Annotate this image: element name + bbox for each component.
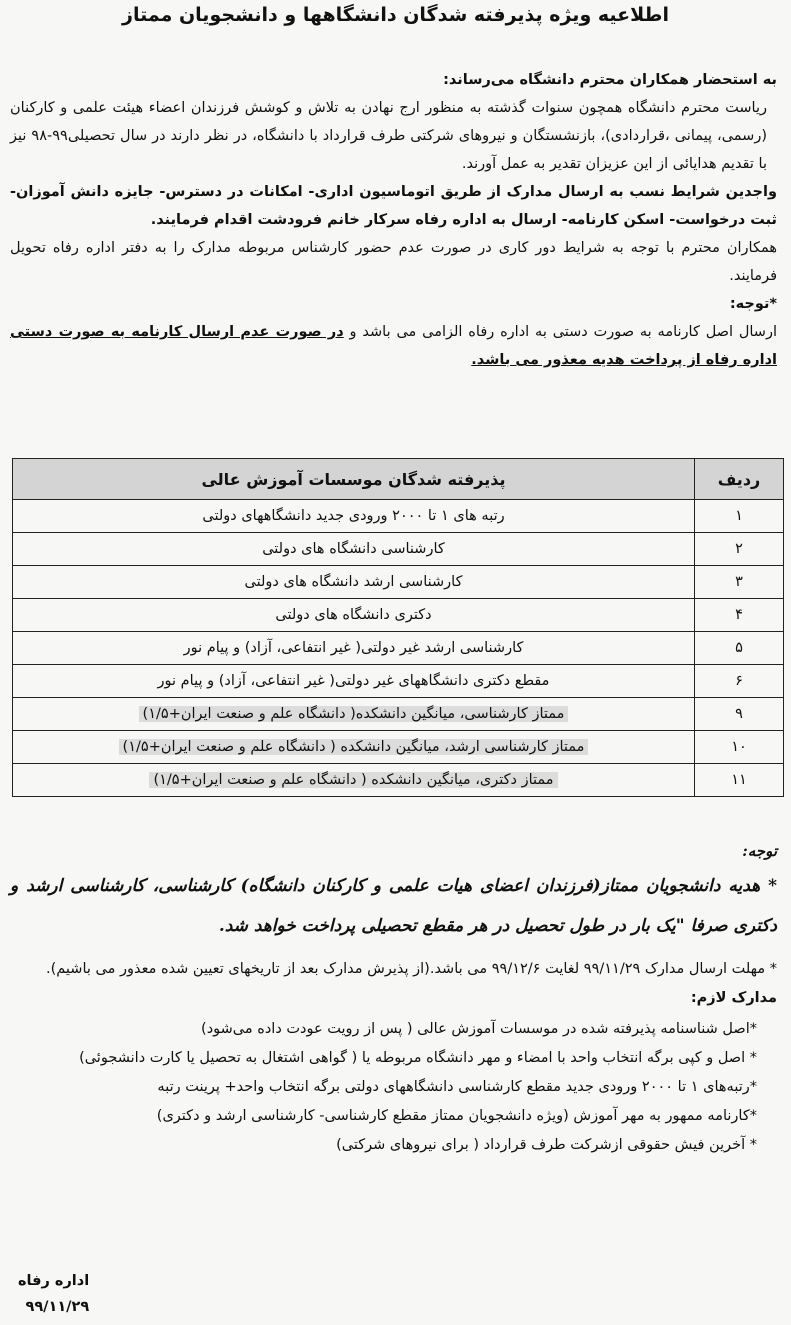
row-number: ۳: [695, 566, 784, 599]
row-description: مقطع دکتری دانشگاههای غیر دولتی( غیر انتفاعی، آزاد) و پیام نور: [157, 673, 550, 689]
row-number: ۱۱: [695, 764, 784, 797]
announcement-body: [10, 66, 777, 374]
header-description: پذیرفته شدگان موسسات آموزش عالی: [13, 459, 695, 500]
row-description: ممتاز دکتری، میانگین دانشکده ( دانشگاه علم و صنعت ایران+۱/۵): [149, 772, 557, 788]
table-row: [13, 665, 784, 698]
document-item: *کارنامه ممهور به مهر آموزش (ویژه دانشجویان ممتاز مقطع کارشناسی- کارشناسی ارشد و دکتری): [156, 1108, 757, 1124]
row-number: ۱: [695, 500, 784, 533]
row-number: ۶: [695, 665, 784, 698]
row-description: کارشناسی ارشد دانشگاه های دولتی: [244, 574, 463, 590]
delivery-paragraph: همکاران محترم با توجه به شرایط دور کاری در صورت عدم حضور کارشناس مربوطه مدارک را به دفتر اداره رفاه تحویل فرمایند.: [10, 240, 777, 284]
table-row: [13, 566, 784, 599]
signature-block: [18, 1268, 89, 1320]
required-documents-list: [10, 1015, 777, 1160]
row-description: ممتاز کارشناسی ارشد، میانگین دانشکده ( دانشگاه علم و صنعت ایران+۱/۵): [119, 739, 589, 755]
table-row: [13, 764, 784, 797]
header-row-number: ردیف: [695, 459, 784, 500]
notice-paragraph: [10, 318, 777, 374]
row-number: ۴: [695, 599, 784, 632]
row-number: ۵: [695, 632, 784, 665]
signature-date: ۹۹/۱۱/۲۹: [25, 1299, 90, 1315]
row-number: ۲: [695, 533, 784, 566]
required-documents-title: مدارک لازم:: [690, 990, 777, 1006]
page-title: اطلاعیه ویژه پذیرفته شدگان دانشگاهها و دانشجویان ممتاز: [122, 4, 669, 26]
table-row: [13, 698, 784, 731]
signature-office: اداره رفاه: [18, 1273, 90, 1289]
notice-title: *توجه:: [729, 296, 777, 312]
table-header-row: [13, 459, 784, 500]
gift-note: * هدیه دانشجویان ممتاز(فرزندان اعضای هیات علمی و کارکنان دانشگاه) کارشناسی، کارشناسی ارشد و دکتری صرفا "یک بار در طول تحصیل در هر مقطع تحصیلی پرداخت خواهد شد.: [10, 876, 777, 936]
document-item: *اصل شناسنامه پذیرفته شده در موسسات آموزش عالی ( پس از رویت عودت داده می‌شود): [201, 1021, 757, 1037]
notice-text: ارسال اصل کارنامه به صورت دستی به اداره رفاه الزامی می باشد و: [343, 324, 777, 340]
row-description: ممتاز کارشناسی، میانگین دانشکده( دانشگاه علم و صنعت ایران+۱/۵): [139, 706, 569, 722]
row-number: ۱۰: [695, 731, 784, 764]
row-description: کارشناسی ارشد غیر دولتی( غیر انتفاعی، آزاد) و پیام نور: [183, 640, 524, 656]
table-row: [13, 731, 784, 764]
eligibility-table: [12, 458, 784, 797]
document-item: * آخرین فیش حقوقی ازشرکت طرف قرارداد ( برای نیروهای شرکتی): [336, 1137, 757, 1153]
table-row: [13, 599, 784, 632]
table-row: [13, 533, 784, 566]
table-row: [13, 632, 784, 665]
notice-underlined-text: در صورت عدم ارسال کارنامه به صورت دستی اداره رفاه از پرداخت هدیه معذور می باشد.: [10, 324, 777, 368]
table-row: [13, 500, 784, 533]
row-description: رتبه های ۱ تا ۲۰۰۰ ورودی جدید دانشگاههای دولتی: [202, 508, 505, 524]
conditions-paragraph: واجدین شرایط نسب به ارسال مدارک از طریق اتوماسیون اداری- امکانات در دسترس- جایزه دانش آموزان- ثبت درخواست- اسکن کارنامه- ارسال به اداره رفاه سرکار خانم فرودشت اقدام فرمایند.: [10, 184, 777, 228]
notes-title: توجه:: [742, 842, 777, 860]
document-item: *رتبه‌های ۱ تا ۲۰۰۰ ورودی جدید مقطع کارشناسی دانشگاههای دولتی برگه انتخاب واحد+ پرینت رتبه: [157, 1079, 757, 1095]
notes-section: [10, 842, 777, 1160]
row-description: دکتری دانشگاه های دولتی: [275, 607, 432, 623]
row-description: کارشناسی دانشگاه های دولتی: [262, 541, 445, 557]
intro-paragraph: ریاست محترم دانشگاه همچون سنوات گذشته به منظور ارج نهادن به تلاش و کوشش فرزندان اعضاء هیئت علمی و کارکنان (رسمی، پیمانی ،قراردادی)، بازنشستگان و نیروهای شرکتی طرف قرارداد با دانشگاه، در نظر دارند در سال تحصیلی۹۹-۹۸ نیز با تقدیم هدایائی از این عزیزان تقدیر به عمل آورند.: [10, 100, 767, 172]
document-item: * اصل و کپی برگه انتخاب واحد با امضاء و مهر دانشگاه مربوطه یا ( گواهی اشتغال به تحصیل یا کارت دانشجوئی): [79, 1050, 757, 1066]
greeting-paragraph: به استحضار همکاران محترم دانشگاه می‌رساند:: [443, 72, 777, 88]
deadline-note: * مهلت ارسال مدارک ۹۹/۱۱/۲۹ لغایت ۹۹/۱۲/۶ می باشد.(از پذیرش مدارک بعد از تاریخهای تعیین شده معذور می باشیم).: [46, 961, 777, 977]
row-number: ۹: [695, 698, 784, 731]
table-body: [13, 500, 784, 797]
